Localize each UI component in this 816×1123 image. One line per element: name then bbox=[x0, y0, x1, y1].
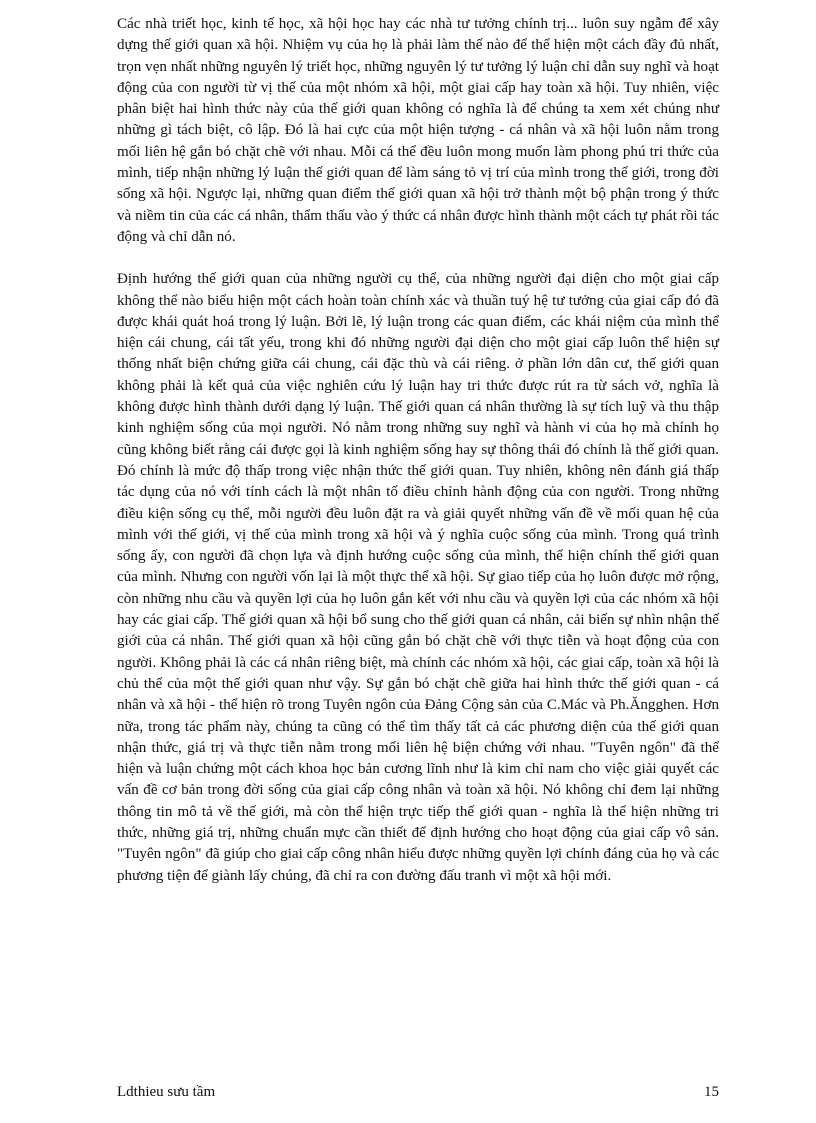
page-number: 15 bbox=[704, 1084, 719, 1100]
paragraph-worldview-individual: Định hướng thế giới quan của những người cụ thể, của những người đại diện cho một giai cấp không thể nào biểu hiện một cách hoàn toàn chính xác và thuần tuý hệ tư tưởng của giai cấp đó đã được khái quát hoá trong lý luận. Bởi lẽ, lý luận trong các quan điểm, các khái niệm của mình thể hiện cái chung, cái tất yếu, trong khi đó những người đại diện cho một giai cấp luôn thể hiện sự thống nhất biện chứng giữa cái chung, cái đặc thù và cái riêng. ở phần lớn dân cư, thế giới quan không phải là kết quả của việc nghiên cứu lý luận hay tri thức được rút ra từ sách vở, nghĩa là không được hình thành dưới dạng lý luận. Thế giới quan cá nhân thường là sự tích luỹ và thu thập kinh nghiệm sống của mọi người. Nó nằm trong những suy nghĩ và hành vi của họ mà chính họ cũng không biết rằng cái được gọi là kinh nghiệm sống hay sự thông thái đó chính là thế giới quan. Đó chính là mức độ thấp trong việc nhận thức thế giới quan. Tuy nhiên, không nên đánh giá thấp tác dụng của nó với tính cách là một nhân tố điều chỉnh hành động của con người. Trong những điều kiện sống cụ thể, mỗi người đều luôn đặt ra và giải quyết những vấn đề về mối quan hệ của mình với thế giới, vị thế của mình trong xã hội và ý nghĩa cuộc sống của mình. Trong quá trình sống ấy, con người đã chọn lựa và định hướng cuộc sống của mình, thể hiện chính thế giới quan của mình. Nhưng con người vốn lại là một thực thể xã hội. Sự giao tiếp của họ luôn được mở rộng, còn những nhu cầu và quyền lợi của họ luôn gắn kết với nhu cầu và quyền lợi của các nhóm xã hội hay các giai cấp. Thế giới quan xã hội bổ sung cho thế giới quan cá nhân, cải biến sự nhìn nhận thế giới của cá nhân. Thế giới quan xã hội cũng gắn bó chặt chẽ với thực tiễn và hoạt động của con người. Không phải là các cá nhân riêng biệt, mà chính các nhóm xã hội, các giai cấp, toàn xã hội là chủ thể của một thế giới quan như vậy. Sự gắn bó chặt chẽ giữa hai hình thức thế giới quan - cá nhân và xã hội - thể hiện rõ trong Tuyên ngôn của Đảng Cộng sản của C.Mác và Ph.Ăngghen. Hơn nữa, trong tác phẩm này, chúng ta cũng có thể tìm thấy tất cả các phương diện của thế giới quan nhận thức, giá trị và thực tiễn nằm trong mối liên hệ biện chứng với nhau. "Tuyên ngôn" đã thể hiện và luận chứng một cách khoa học bản cương lĩnh như là kim chỉ nam cho việc giải quyết các vấn đề cơ bản trong đời sống của giai cấp công nhân và toàn xã hội. Nó không chỉ đem lại những thông tin mô tả về thế giới, mà còn thể hiện trực tiếp thế giới quan - nghĩa là thể hiện những tri thức, những giá trị, những chuẩn mực cần thiết để định hướng cho hoạt động của giai cấp vô sản. "Tuyên ngôn" đã giúp cho giai cấp công nhân hiểu được những quyền lợi chính đáng của họ và các phương tiện để giành lấy chúng, đã chỉ ra con đường đấu tranh vì một xã hội mới. bbox=[117, 271, 719, 884]
footer-source: Ldthieu sưu tầm bbox=[117, 1084, 216, 1100]
paragraph-worldview-social: Các nhà triết học, kinh tế học, xã hội học hay các nhà tư tưởng chính trị... luôn suy ngẫm để xây dựng thế giới quan xã hội. Nhiệm vụ của họ là phải làm thế nào để thể hiện một cách đầy đủ nhất, trọn vẹn nhất những nguyên lý triết học, những nguyên lý tư tưởng lý luận chỉ dẫn suy nghĩ và hoạt động của con người từ vị thế của một nhóm xã hội, một giai cấp hay toàn xã hội. Tuy nhiên, việc phân biệt hai hình thức này của thế giới quan không có nghĩa là để chúng ta xem xét chúng như những gì tách biệt, cô lập. Đó là hai cực của một hiện tượng - cá nhân và xã hội luôn nằm trong mối liên hệ gắn bó chặt chẽ với nhau. Mỗi cá thể đều luôn mong muốn làm phong phú tri thức của mình, tiếp nhận những lý luận thế giới quan để làm sáng tỏ vị trí của mình trong thế giới, trong đời sống xã hội. Ngược lại, những quan điểm thế giới quan xã hội trở thành một bộ phận trong ý thức và niềm tin của các cá nhân, thẩm thấu vào ý thức cá nhân được hình thành một cách tự phát rồi tác động và chỉ dẫn nó. bbox=[117, 16, 719, 245]
document-body bbox=[117, 14, 719, 887]
